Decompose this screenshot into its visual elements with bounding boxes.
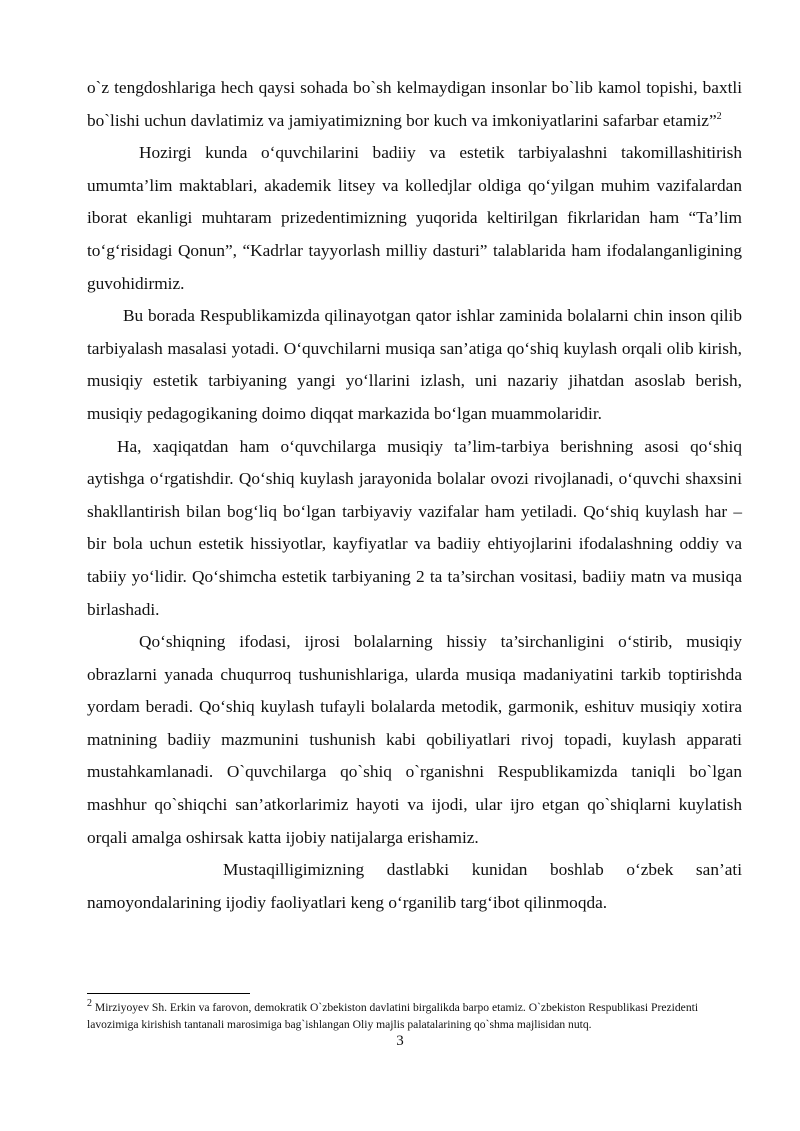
paragraph: Mustaqilligimizning dastlabki kunidan boshlab o‘zbek san’ati namoyondalarining ijodiy faoliyatlari keng o‘rganilib targ‘ibot qilinmoqda. xyxy=(87,860,742,912)
page-number: 3 xyxy=(396,1033,404,1049)
footnote-text: Mirziyoyev Sh. Erkin va farovon, demokratik O`zbekiston davlatini birgalikda barpo etamiz. O`zbekiston Respublikasi Prezidenti lavozimiga kirishish tantanali marosimiga bag`ishlangan Oliy majlis palatalarining qo`shma majlisidan nutq. xyxy=(87,1001,699,1031)
paragraph: Ha, xaqiqatdan ham o‘quvchilarga musiqiy ta’lim-tarbiya berishning asosi qo‘shiq aytishga o‘rgatishdir. Qo‘shiq kuylash jarayonida bolalar ovozi rivojlanadi, o‘quvchi shaxsini shakllantirish bilan bog‘liq bo‘lgan tarbiyaviy vazifalar ham yetiladi. Qo‘shiq kuylash har – bir bola uchun estetik hissiyotlar, kayfiyatlar va badiiy ehtiyojlarini ifodalashning oddiy va tabiiy yo‘lidir. Qo‘shimcha estetik tarbiyaning 2 ta ta’sirchan vositasi, badiiy matn va musiqa birlashadi. xyxy=(87,436,742,619)
paragraph-continuation xyxy=(87,72,742,137)
paragraph: Hozirgi kunda o‘quvchilarini badiiy va estetik tarbiyalashni takomillashitirish umumta’lim maktablari, akademik litsey va kolledjlar oldiga qo‘yilgan muhim vazifalardan iborat ekanligi muhtaram prizedentimizning yuqorida keltirilgan fikrlaridan ham “Ta’lim to‘g‘risidagi Qonun”, “Kadrlar tayyorlash milliy dasturi” talablarida ham ifodalanganligining guvohidirmiz. xyxy=(87,143,742,293)
paragraph: Bu borada Respublikamizda qilinayotgan qator ishlar zaminida bolalarni chin inson qilib tarbiyalash masalasi yotadi. O‘quvchilarni musiqa san’atiga qo‘shiq kuylash orqali olib kirish, musiqiy estetik tarbiyaning yangi yo‘llarini izlash, uni nazariy jihatdan asoslab berish, musiqiy pedagogikaning doimo diqqat markazida bo‘lgan muammolaridir. xyxy=(87,306,742,423)
paragraph: Qo‘shiqning ifodasi, ijrosi bolalarning hissiy ta’sirchanligini o‘stirib, musiqiy obrazlarni yanada chuqurroq tushunishlariga, ularda musiqa madaniyatini tarkib toptirishda yordam beradi. Qo‘shiq kuylash tufayli bolalarda metodik, garmonik, eshituv musiqiy xotira matnining badiiy mazmunini tushunish kabi qobiliyatlari rivoj topadi, kuylash apparati mustahkamlanadi. O`quvchilarga qo`shiq o`rganishni Respublikamizda taniqli bo`lgan mashhur qo`shiqchi san’atkorlarimiz hayoti va ijodi, ular ijro etgan qo`shiqlarni kuylatish orqali amalga oshirsak katta ijobiy natijalarga erishamiz. xyxy=(87,632,742,847)
footnote xyxy=(87,999,747,1033)
body-text xyxy=(87,72,742,919)
footnote-separator xyxy=(87,993,250,994)
footnote-number: 2 xyxy=(87,998,92,1010)
footnote-reference: 2 xyxy=(716,110,722,122)
paragraph-text: o`z tengdoshlariga hech qaysi sohada bo`sh kelmaydigan insonlar bo`lib kamol topishi, baxtli bo`lishi uchun davlatimiz va jamiyatimizning bor kuch va imkoniyatlarini safarbar etamiz” xyxy=(87,78,742,130)
